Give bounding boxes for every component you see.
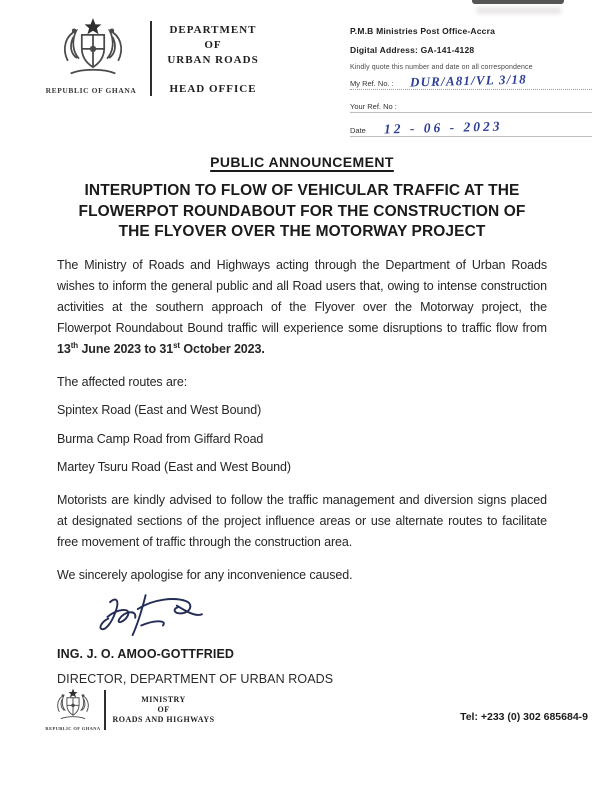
routes-intro: The affected routes are: [57, 374, 188, 389]
ghana-coat-of-arms-icon [54, 688, 92, 725]
ministry-line: OF [157, 704, 170, 714]
letterhead-divider [150, 21, 152, 96]
date-range-mid: June 2023 to 31 [78, 341, 174, 356]
department-line: URBAN ROADS [167, 54, 259, 66]
digital-address: Digital Address: GA-141-4128 [350, 45, 475, 55]
telephone: Tel: +233 (0) 302 685684-9 [460, 710, 588, 723]
scan-artifact-smudge [476, 7, 562, 14]
ministry-name-block [113, 695, 215, 725]
letter-body [57, 140, 547, 686]
ministry-line: ROADS AND HIGHWAYS [112, 714, 215, 724]
date-from-day: 13 [57, 341, 71, 356]
announcement-title: PUBLIC ANNOUNCEMENT [210, 154, 394, 170]
route-item: Burma Camp Road from Giffard Road [57, 431, 264, 446]
ministry-line: MINISTRY [141, 694, 186, 704]
department-line: DEPARTMENT [169, 24, 257, 36]
paragraph-intro [57, 255, 547, 360]
office-label: HEAD OFFICE [169, 83, 257, 95]
date-range-end: October 2023. [179, 341, 265, 356]
signature-ink [81, 590, 231, 642]
date-to-ordinal: st [173, 340, 180, 350]
quote-note: Kindly quote this number and date on all correspondence [350, 64, 533, 71]
signatory-title: DIRECTOR, DEPARTMENT OF URBAN ROADS [57, 672, 334, 686]
route-item: Martey Tsuru Road (East and West Bound) [57, 460, 291, 474]
my-ref-row [350, 73, 592, 90]
letterhead-right-block [350, 26, 592, 137]
my-ref-handwritten-value: DUR/A81/VL 3/18 [409, 71, 527, 90]
emblem-caption: REPUBLIC OF GHANA [45, 86, 137, 95]
paragraph-intro-text: The Ministry of Roads and Highways acting through the Department of Urban Roads wishes to inform the general public and all Road users that, owing to intense construction activities at the southern approach of the Flyover over the Motorway project, the Flowerpot Roundabout Bound traffic will experience some disruptions to traffic flow from [57, 257, 547, 335]
your-ref-label: Your Ref. No : [350, 102, 397, 111]
signatory-name: ING. J. O. AMOO-GOTTFRIED [57, 647, 235, 661]
letter-footer [44, 688, 588, 731]
footer-divider [104, 690, 106, 730]
ghana-coat-of-arms-icon [58, 17, 128, 85]
date-from-ordinal: th [70, 340, 79, 350]
my-ref-label: My Ref. No. : [350, 79, 394, 88]
date-handwritten-value: 12 - 06 - 2023 [383, 118, 503, 137]
your-ref-row [350, 99, 592, 113]
footer-emblem-caption: REPUBLIC OF GHANA [45, 726, 101, 731]
scan-artifact-bar [472, 0, 564, 4]
department-line: OF [204, 39, 222, 51]
heading-line: THE FLYOVER OVER THE MOTORWAY PROJECT [118, 223, 486, 240]
date-label: Date [350, 126, 366, 135]
date-row [350, 120, 592, 137]
paragraph-advice: Motorists are kindly advised to follow the traffic management and diversion signs placed at designated sections of the project influence areas or use alternate routes to facilitate free movement of traffic through the construction area. [57, 493, 547, 549]
announcement-heading [57, 181, 547, 243]
department-name-block [155, 23, 271, 97]
postal-address: P.M.B Ministries Post Office-Accra [350, 26, 496, 36]
route-item: Spintex Road (East and West Bound) [57, 403, 262, 417]
paragraph-apology: We sincerely apologise for any inconvenience caused. [57, 568, 353, 582]
heading-line: INTERUPTION TO FLOW OF VEHICULAR TRAFFIC AT THE [84, 182, 520, 199]
heading-line: FLOWERPOT ROUNDABOUT FOR THE CONSTRUCTION OF [78, 202, 526, 220]
footer-emblem-block [44, 688, 102, 731]
